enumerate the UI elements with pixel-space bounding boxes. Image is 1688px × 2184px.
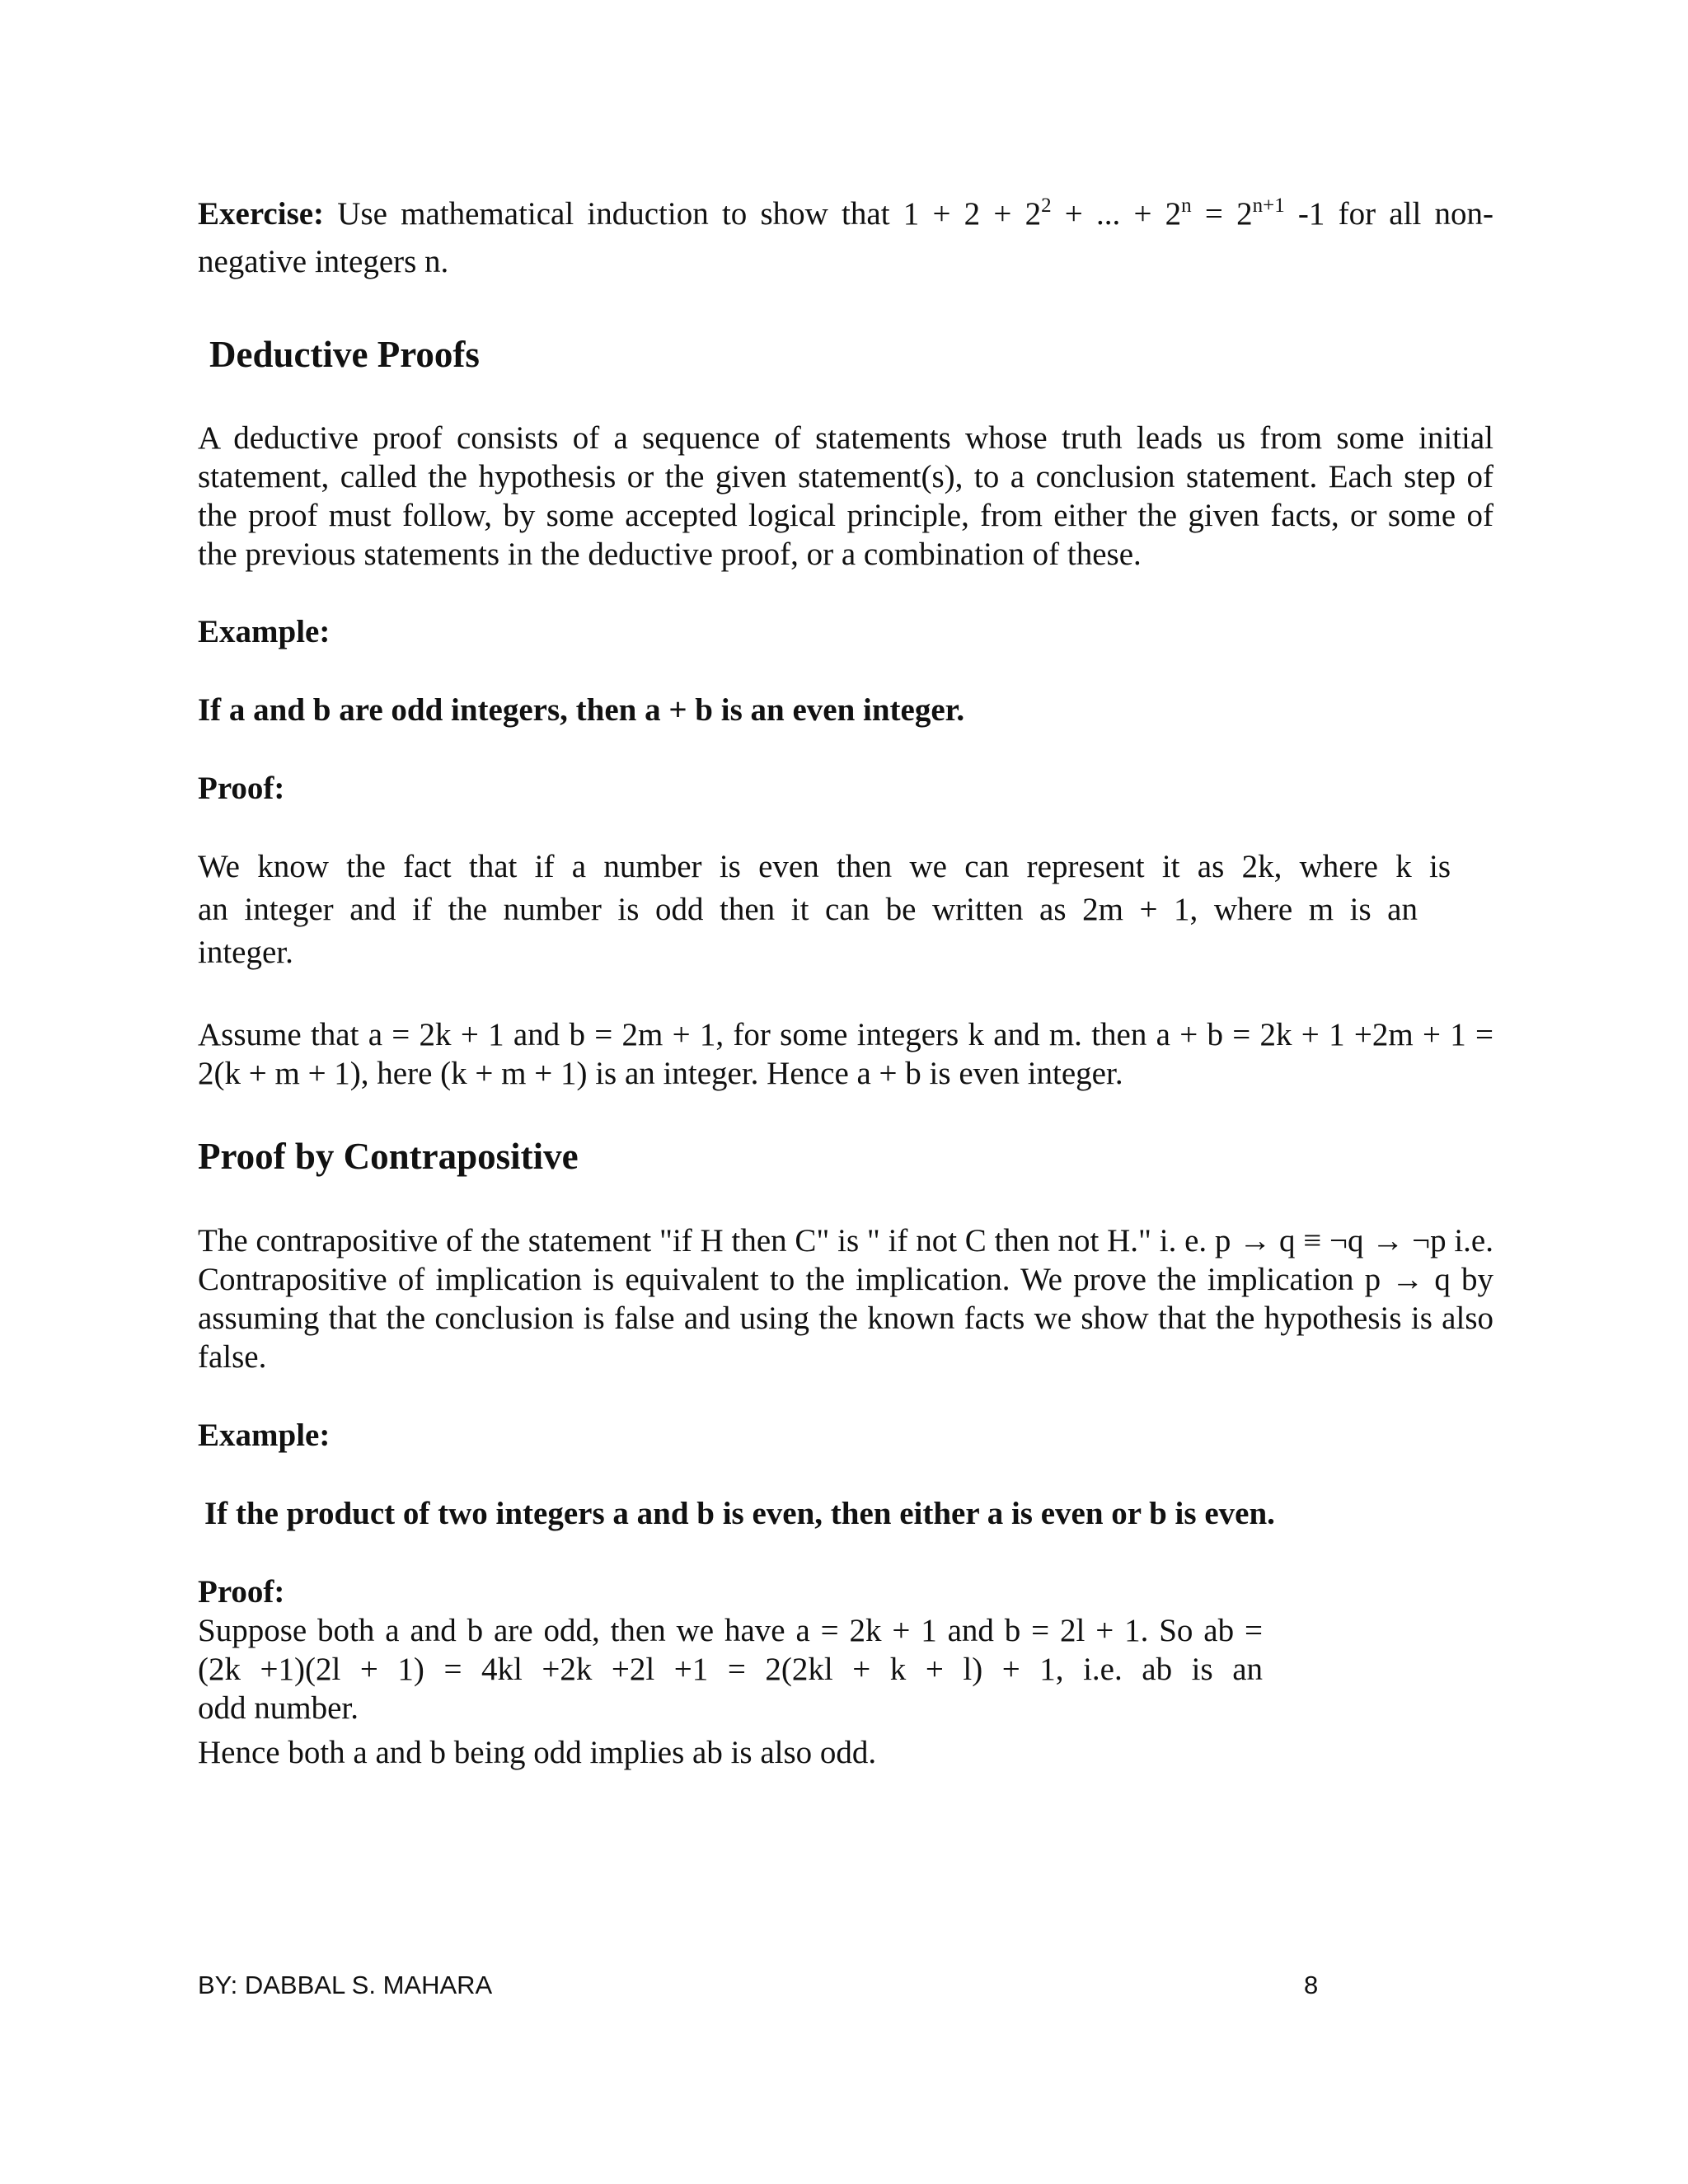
example-label: Example:: [198, 1418, 331, 1453]
exercise-line-1: [198, 194, 1493, 233]
superscript: n+1: [1252, 194, 1285, 217]
proof-line: an integer and if the number is odd then it can be written as 2m + 1, where m is an: [198, 892, 1418, 927]
page-number: 8: [1304, 1971, 1319, 1999]
contrapositive-paragraph: The contrapositive of the statement "if H then C" is " if not C then not H." i. e. p → q ≡ ¬q → ¬p i.e. Contrapositive of implication is equivalent to the implication. We prove the implication p → q by assuming that the conclusion is false and using the known facts we show that the hypothesis is also false.: [198, 1223, 1493, 1375]
proof-line: integer.: [198, 935, 293, 970]
proof-label: Proof:: [198, 771, 285, 806]
proof-line: (2k +1)(2l + 1) = 4kl +2k +2l +1 = 2(2kl + k + l) + 1, i.e. ab is an: [198, 1652, 1263, 1687]
proof-line: Suppose both a and b are odd, then we have a = 2k + 1 and b = 2l + 1. So ab =: [198, 1613, 1263, 1648]
exercise-text: + ... + 2: [1051, 196, 1182, 232]
proof-line: odd number.: [198, 1690, 359, 1726]
exercise-text: Use mathematical induction to show that 1 + 2 + 2: [324, 196, 1042, 232]
exercise-label: Exercise:: [198, 196, 325, 232]
section-heading-deductive: Deductive Proofs: [209, 334, 480, 375]
example-statement: If the product of two integers a and b is even, then either a is even or b is even.: [204, 1496, 1275, 1531]
exercise-line-2: negative integers n.: [198, 244, 449, 279]
proof-conclusion: Hence both a and b being odd implies ab is also odd.: [198, 1735, 877, 1770]
superscript: n: [1181, 194, 1192, 217]
proof-line: We know the fact that if a number is even then we can represent it as 2k, where k is: [198, 849, 1451, 884]
exercise-text: = 2: [1191, 196, 1253, 232]
section-heading-contrapositive: Proof by Contrapositive: [198, 1136, 579, 1177]
proof-label: Proof:: [198, 1574, 285, 1610]
example-statement: If a and b are odd integers, then a + b is an even integer.: [198, 692, 965, 728]
superscript: 2: [1041, 194, 1052, 217]
exercise-text: -1 for all non-: [1284, 196, 1493, 232]
proof-paragraph: Assume that a = 2k + 1 and b = 2m + 1, for some integers k and m. then a + b = 2k + 1 +2m + 1 = 2(k + m + 1), here (k + m + 1) is an integer. Hence a + b is even integer.: [198, 1017, 1493, 1091]
example-label: Example:: [198, 614, 331, 649]
deductive-paragraph: A deductive proof consists of a sequence of statements whose truth leads us from some initial statement, called the hypothesis or the given statement(s), to a conclusion statement. Each step of the proof must follow, by some accepted logical principle, from either the given facts, or some of the previous statements in the deductive proof, or a combination of these.: [198, 420, 1493, 572]
footer-author: BY: DABBAL S. MAHARA: [198, 1971, 493, 1999]
